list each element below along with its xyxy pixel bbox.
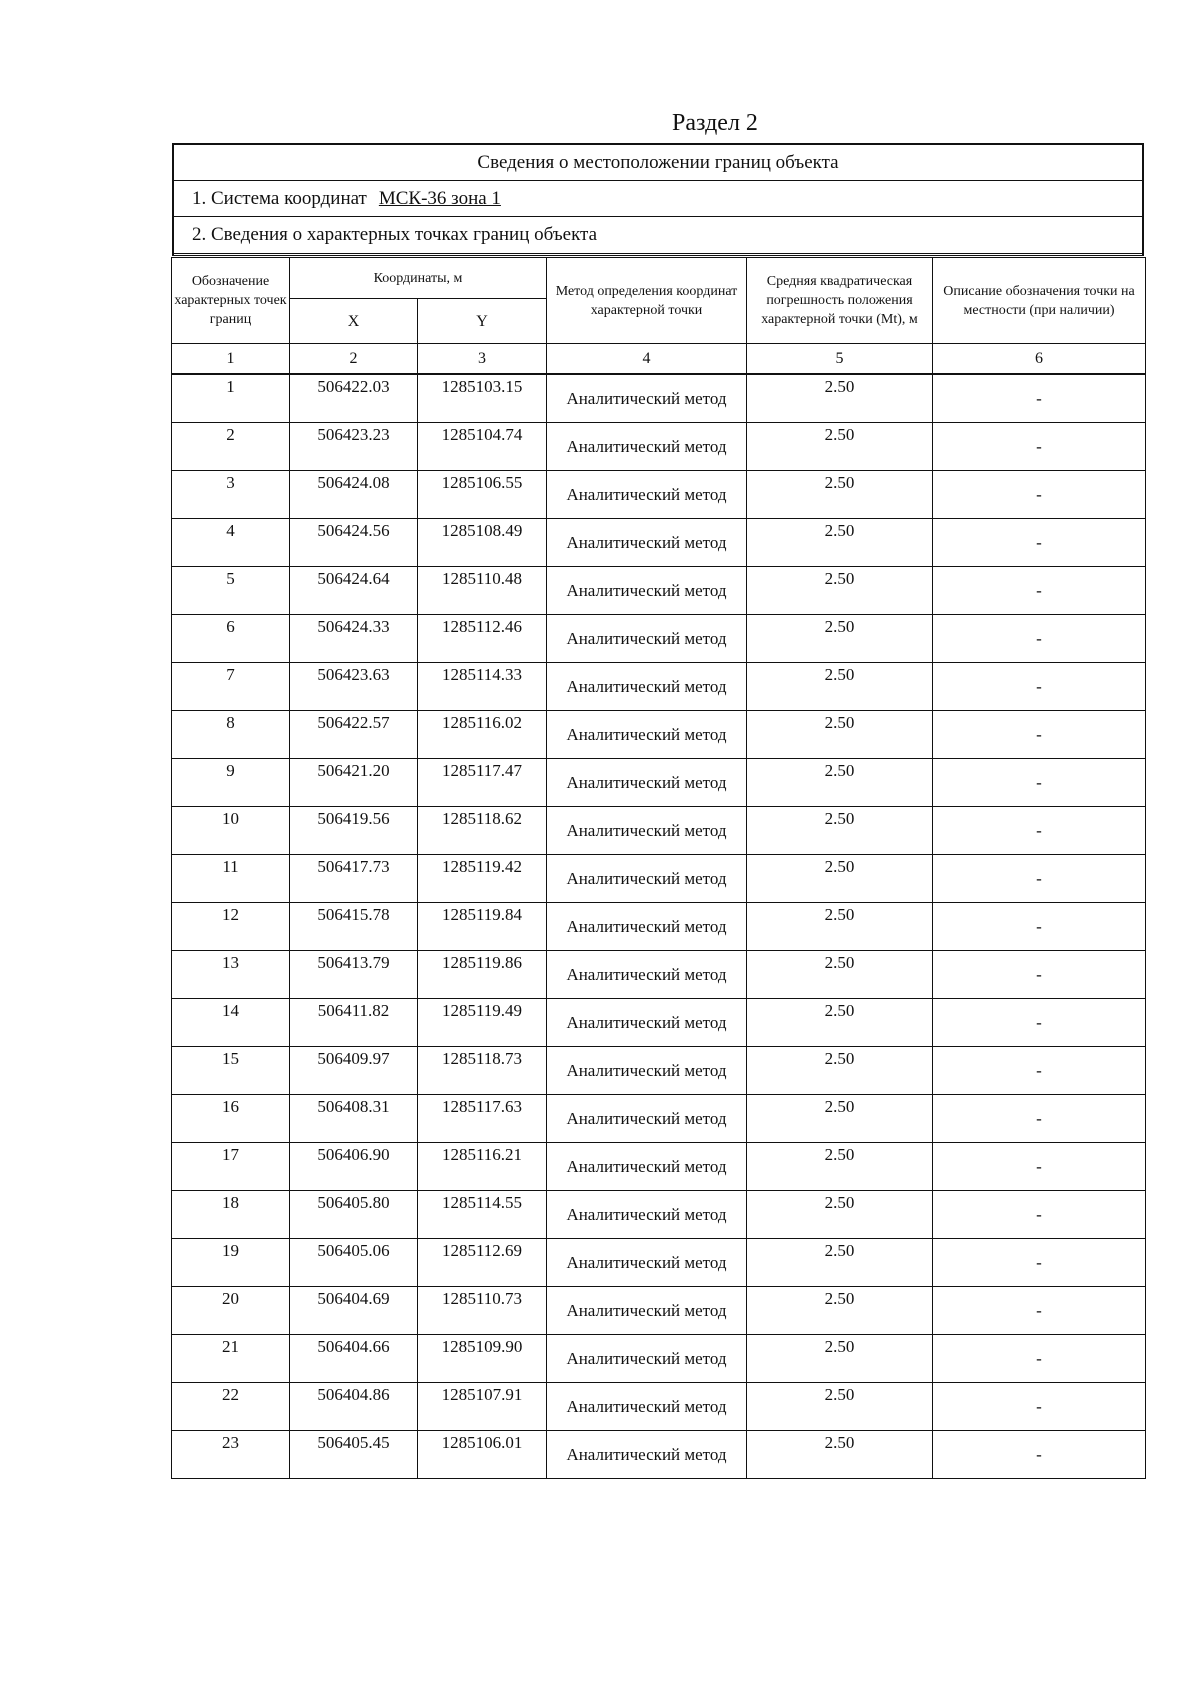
- column-numbers-row: [172, 344, 1146, 375]
- point-number-cell: [172, 999, 290, 1047]
- coordinate-y-cell: [418, 1191, 547, 1239]
- coordinate-x-cell: [290, 1335, 418, 1383]
- coordinate-x-cell: [290, 807, 418, 855]
- coordinate-x: 506411.82: [317, 1001, 390, 1020]
- determination-method: Аналитический метод: [547, 663, 747, 711]
- point-number-cell: [172, 951, 290, 999]
- determination-method: Аналитический метод: [547, 1191, 747, 1239]
- coordinate-x-cell: [290, 1383, 418, 1431]
- coordinate-x-cell: [290, 567, 418, 615]
- point-number: 3: [226, 473, 235, 492]
- mean-square-error: 2.50: [824, 1049, 855, 1068]
- coordinate-x-cell: [290, 374, 418, 423]
- mean-square-error: 2.50: [824, 1145, 855, 1164]
- coordinate-system-value: МСК-36 зона 1: [378, 187, 501, 209]
- point-number-cell: [172, 711, 290, 759]
- point-number: 17: [222, 1145, 239, 1164]
- table-row: [172, 1287, 1146, 1335]
- mean-square-error-cell: [747, 615, 933, 663]
- coordinate-x-cell: [290, 1143, 418, 1191]
- coordinate-x: 506404.69: [317, 1289, 390, 1308]
- coordinate-x: 506424.56: [317, 521, 390, 540]
- coordinate-x-cell: [290, 423, 418, 471]
- table-row: [172, 1383, 1146, 1431]
- mean-square-error: 2.50: [824, 1193, 855, 1212]
- coordinate-y: 1285110.73: [441, 1289, 523, 1308]
- coordinate-x: 506423.23: [317, 425, 390, 444]
- point-number-cell: [172, 519, 290, 567]
- coordinate-x-cell: [290, 615, 418, 663]
- point-description: -: [933, 759, 1146, 807]
- coordinate-y-cell: [418, 1095, 547, 1143]
- boundary-points-table: [171, 257, 1146, 1479]
- table-row: [172, 759, 1146, 807]
- point-description: -: [933, 999, 1146, 1047]
- col-header-error: Средняя квадратическая погрешность положения характерной точки (Mt), м: [747, 258, 933, 344]
- coordinate-y-cell: [418, 903, 547, 951]
- mean-square-error: 2.50: [824, 665, 855, 684]
- point-number-cell: [172, 1287, 290, 1335]
- coordinate-y: 1285112.69: [441, 1241, 523, 1260]
- coordinate-y-cell: [418, 951, 547, 999]
- point-number-cell: [172, 1431, 290, 1479]
- determination-method: Аналитический метод: [547, 615, 747, 663]
- coordinate-y: 1285106.01: [441, 1433, 523, 1452]
- coordinate-y: 1285108.49: [441, 521, 523, 540]
- point-number-cell: [172, 374, 290, 423]
- coordinate-x: 506413.79: [317, 953, 390, 972]
- col-header-description: Описание обозначения точки на местности (при наличии): [933, 258, 1146, 344]
- coordinate-y-cell: [418, 423, 547, 471]
- mean-square-error-cell: [747, 471, 933, 519]
- coordinate-x-cell: [290, 1047, 418, 1095]
- determination-method: Аналитический метод: [547, 1431, 747, 1479]
- coordinate-x: 506422.03: [317, 377, 390, 396]
- coordinate-y: 1285114.55: [441, 1193, 523, 1212]
- coordinate-x: 506421.20: [317, 761, 390, 780]
- coordinate-x: 506423.63: [317, 665, 390, 684]
- table-row: [172, 1239, 1146, 1287]
- mean-square-error: 2.50: [824, 569, 855, 588]
- point-description: -: [933, 1047, 1146, 1095]
- mean-square-error: 2.50: [824, 809, 855, 828]
- coordinate-y: 1285110.48: [441, 569, 523, 588]
- point-number: 8: [226, 713, 235, 732]
- table-row: [172, 855, 1146, 903]
- point-description: -: [933, 663, 1146, 711]
- coordinate-x: 506409.97: [317, 1049, 390, 1068]
- point-description: -: [933, 567, 1146, 615]
- mean-square-error-cell: [747, 519, 933, 567]
- coordinate-y: 1285117.47: [441, 761, 523, 780]
- coordinate-y: 1285119.84: [441, 905, 523, 924]
- mean-square-error-cell: [747, 1143, 933, 1191]
- coordinate-y-cell: [418, 567, 547, 615]
- point-number-cell: [172, 1191, 290, 1239]
- point-number-cell: [172, 903, 290, 951]
- mean-square-error-cell: [747, 951, 933, 999]
- column-number: 5: [747, 344, 933, 375]
- point-number-cell: [172, 1383, 290, 1431]
- point-number-cell: [172, 1239, 290, 1287]
- coordinate-y-cell: [418, 1335, 547, 1383]
- table-row: [172, 1431, 1146, 1479]
- mean-square-error-cell: [747, 1335, 933, 1383]
- coordinate-x: 506404.66: [317, 1337, 390, 1356]
- coordinate-x: 506424.08: [317, 473, 390, 492]
- point-description: -: [933, 1239, 1146, 1287]
- table-row: [172, 615, 1146, 663]
- point-description: -: [933, 615, 1146, 663]
- col-header-method: Метод определения координат характерной точки: [547, 258, 747, 344]
- determination-method: Аналитический метод: [547, 807, 747, 855]
- point-number: 20: [222, 1289, 239, 1308]
- table-row: [172, 903, 1146, 951]
- table-row: [172, 711, 1146, 759]
- coordinate-y: 1285104.74: [441, 425, 523, 444]
- coordinate-y-cell: [418, 855, 547, 903]
- coordinate-x-cell: [290, 1095, 418, 1143]
- coordinate-x-cell: [290, 663, 418, 711]
- coordinate-x-cell: [290, 759, 418, 807]
- determination-method: Аналитический метод: [547, 1287, 747, 1335]
- point-description: -: [933, 855, 1146, 903]
- point-number-cell: [172, 1335, 290, 1383]
- coordinate-y: 1285119.42: [441, 857, 523, 876]
- table-row: [172, 1191, 1146, 1239]
- mean-square-error: 2.50: [824, 1337, 855, 1356]
- coordinate-system-label: 1. Система координат: [192, 187, 367, 209]
- table-row: [172, 1095, 1146, 1143]
- coordinate-y: 1285103.15: [441, 377, 523, 396]
- coordinate-y-cell: [418, 519, 547, 567]
- table-row: [172, 471, 1146, 519]
- mean-square-error-cell: [747, 663, 933, 711]
- point-number-cell: [172, 615, 290, 663]
- coordinate-x-cell: [290, 711, 418, 759]
- coordinate-x-cell: [290, 951, 418, 999]
- point-description: -: [933, 951, 1146, 999]
- determination-method: Аналитический метод: [547, 1047, 747, 1095]
- point-number-cell: [172, 1143, 290, 1191]
- coordinate-x-cell: [290, 855, 418, 903]
- coordinate-x: 506424.33: [317, 617, 390, 636]
- coordinate-y-cell: [418, 999, 547, 1047]
- mean-square-error-cell: [747, 374, 933, 423]
- determination-method: Аналитический метод: [547, 1095, 747, 1143]
- coordinate-x: 506424.64: [317, 569, 390, 588]
- table-row: [172, 1335, 1146, 1383]
- point-number: 12: [222, 905, 239, 924]
- coordinate-y-cell: [418, 807, 547, 855]
- point-number-cell: [172, 1047, 290, 1095]
- point-description: -: [933, 1143, 1146, 1191]
- coordinate-y-cell: [418, 1287, 547, 1335]
- mean-square-error: 2.50: [824, 473, 855, 492]
- point-number: 10: [222, 809, 239, 828]
- coordinate-y: 1285107.91: [441, 1385, 523, 1404]
- mean-square-error-cell: [747, 807, 933, 855]
- coordinate-y-cell: [418, 711, 547, 759]
- mean-square-error: 2.50: [824, 1001, 855, 1020]
- table-row: [172, 567, 1146, 615]
- point-number: 1: [226, 377, 235, 396]
- coordinate-y-cell: [418, 471, 547, 519]
- col-header-coordinates: Координаты, м: [290, 258, 547, 299]
- coordinate-y-cell: [418, 615, 547, 663]
- point-description: -: [933, 374, 1146, 423]
- mean-square-error-cell: [747, 903, 933, 951]
- mean-square-error-cell: [747, 1095, 933, 1143]
- point-number: 13: [222, 953, 239, 972]
- point-description: -: [933, 807, 1146, 855]
- table-row: [172, 519, 1146, 567]
- point-number-cell: [172, 423, 290, 471]
- mean-square-error-cell: [747, 1287, 933, 1335]
- table-row: [172, 999, 1146, 1047]
- mean-square-error-cell: [747, 711, 933, 759]
- coordinate-x: 506406.90: [317, 1145, 390, 1164]
- coordinate-x-cell: [290, 471, 418, 519]
- coordinate-y-cell: [418, 663, 547, 711]
- coordinate-y: 1285106.55: [441, 473, 523, 492]
- point-number: 21: [222, 1337, 239, 1356]
- col-header-y: Y: [418, 299, 547, 344]
- determination-method: Аналитический метод: [547, 711, 747, 759]
- point-description: -: [933, 1287, 1146, 1335]
- mean-square-error: 2.50: [824, 713, 855, 732]
- point-number: 15: [222, 1049, 239, 1068]
- determination-method: Аналитический метод: [547, 1239, 747, 1287]
- mean-square-error: 2.50: [824, 377, 855, 396]
- determination-method: Аналитический метод: [547, 423, 747, 471]
- mean-square-error: 2.50: [824, 953, 855, 972]
- point-number: 16: [222, 1097, 239, 1116]
- mean-square-error-cell: [747, 1431, 933, 1479]
- coordinate-x: 506419.56: [317, 809, 390, 828]
- coordinate-x-cell: [290, 519, 418, 567]
- coordinate-y-cell: [418, 1239, 547, 1287]
- table-row: [172, 1047, 1146, 1095]
- coordinate-y: 1285117.63: [441, 1097, 523, 1116]
- point-description: -: [933, 903, 1146, 951]
- coordinate-x-cell: [290, 1191, 418, 1239]
- point-number-cell: [172, 1095, 290, 1143]
- mean-square-error: 2.50: [824, 1433, 855, 1452]
- point-number-cell: [172, 471, 290, 519]
- coordinate-x: 506405.80: [317, 1193, 390, 1212]
- determination-method: Аналитический метод: [547, 759, 747, 807]
- coordinate-y-cell: [418, 759, 547, 807]
- coordinate-x: 506415.78: [317, 905, 390, 924]
- determination-method: Аналитический метод: [547, 1143, 747, 1191]
- point-description: -: [933, 1191, 1146, 1239]
- point-description: -: [933, 1335, 1146, 1383]
- column-number: 3: [418, 344, 547, 375]
- coordinate-x-cell: [290, 903, 418, 951]
- point-number-cell: [172, 567, 290, 615]
- point-number-cell: [172, 807, 290, 855]
- coordinate-x: 506404.86: [317, 1385, 390, 1404]
- determination-method: Аналитический метод: [547, 951, 747, 999]
- point-number: 9: [226, 761, 235, 780]
- coordinate-x: 506405.45: [317, 1433, 390, 1452]
- point-number: 22: [222, 1385, 239, 1404]
- table-row: [172, 1143, 1146, 1191]
- determination-method: Аналитический метод: [547, 1335, 747, 1383]
- table-row: [172, 951, 1146, 999]
- mean-square-error-cell: [747, 999, 933, 1047]
- point-description: -: [933, 1383, 1146, 1431]
- mean-square-error-cell: [747, 423, 933, 471]
- table-row: [172, 374, 1146, 423]
- coordinate-y-cell: [418, 1143, 547, 1191]
- mean-square-error-cell: [747, 1047, 933, 1095]
- point-description: -: [933, 711, 1146, 759]
- coordinate-y-cell: [418, 1047, 547, 1095]
- point-number: 7: [226, 665, 235, 684]
- coordinate-y: 1285116.02: [441, 713, 523, 732]
- determination-method: Аналитический метод: [547, 374, 747, 423]
- col-header-designation: Обозначение характерных точек границ: [172, 258, 290, 344]
- point-number: 19: [222, 1241, 239, 1260]
- point-number-cell: [172, 759, 290, 807]
- mean-square-error: 2.50: [824, 1241, 855, 1260]
- coordinate-y: 1285118.73: [441, 1049, 523, 1068]
- object-info-header: [172, 143, 1144, 256]
- determination-method: Аналитический метод: [547, 567, 747, 615]
- coordinate-x: 506408.31: [317, 1097, 390, 1116]
- points-table-body: [172, 374, 1146, 1479]
- determination-method: Аналитический метод: [547, 999, 747, 1047]
- determination-method: Аналитический метод: [547, 519, 747, 567]
- header-title: Сведения о местоположении границ объекта: [174, 145, 1142, 181]
- point-number: 11: [222, 857, 239, 876]
- column-number: 4: [547, 344, 747, 375]
- mean-square-error: 2.50: [824, 857, 855, 876]
- column-number: 6: [933, 344, 1146, 375]
- table-row: [172, 423, 1146, 471]
- mean-square-error: 2.50: [824, 1385, 855, 1404]
- point-description: -: [933, 423, 1146, 471]
- determination-method: Аналитический метод: [547, 471, 747, 519]
- point-number: 5: [226, 569, 235, 588]
- point-number: 14: [222, 1001, 239, 1020]
- point-number-cell: [172, 663, 290, 711]
- point-number: 4: [226, 521, 235, 540]
- table-row: [172, 663, 1146, 711]
- coordinate-y: 1285118.62: [441, 809, 523, 828]
- point-number: 6: [226, 617, 235, 636]
- point-number: 2: [226, 425, 235, 444]
- coordinate-y: 1285119.49: [441, 1001, 523, 1020]
- coordinate-x: 506405.06: [317, 1241, 390, 1260]
- coordinate-x: 506417.73: [317, 857, 390, 876]
- coordinate-y: 1285112.46: [441, 617, 523, 636]
- section-title: Раздел 2: [672, 110, 758, 136]
- mean-square-error-cell: [747, 1239, 933, 1287]
- determination-method: Аналитический метод: [547, 855, 747, 903]
- point-number: 23: [222, 1433, 239, 1452]
- determination-method: Аналитический метод: [547, 903, 747, 951]
- point-description: -: [933, 519, 1146, 567]
- coordinate-y: 1285116.21: [441, 1145, 523, 1164]
- mean-square-error-cell: [747, 1383, 933, 1431]
- mean-square-error: 2.50: [824, 905, 855, 924]
- coordinate-y-cell: [418, 374, 547, 423]
- coordinate-y-cell: [418, 1431, 547, 1479]
- mean-square-error: 2.50: [824, 425, 855, 444]
- mean-square-error-cell: [747, 855, 933, 903]
- coordinate-y: 1285114.33: [441, 665, 523, 684]
- determination-method: Аналитический метод: [547, 1383, 747, 1431]
- points-section-label: 2. Сведения о характерных точках границ объекта: [174, 217, 1142, 256]
- mean-square-error-cell: [747, 1191, 933, 1239]
- mean-square-error: 2.50: [824, 1289, 855, 1308]
- mean-square-error-cell: [747, 759, 933, 807]
- table-row: [172, 807, 1146, 855]
- coordinate-x-cell: [290, 1431, 418, 1479]
- mean-square-error: 2.50: [824, 521, 855, 540]
- mean-square-error: 2.50: [824, 1097, 855, 1116]
- point-number: 18: [222, 1193, 239, 1212]
- point-number-cell: [172, 855, 290, 903]
- coordinate-x-cell: [290, 1287, 418, 1335]
- coordinate-x-cell: [290, 1239, 418, 1287]
- coordinate-y: 1285109.90: [441, 1337, 523, 1356]
- mean-square-error: 2.50: [824, 617, 855, 636]
- column-number: 1: [172, 344, 290, 375]
- coordinate-y-cell: [418, 1383, 547, 1431]
- coordinate-x: 506422.57: [317, 713, 390, 732]
- coordinate-system-row: [174, 181, 1142, 217]
- coordinate-y: 1285119.86: [441, 953, 523, 972]
- col-header-x: X: [290, 299, 418, 344]
- mean-square-error: 2.50: [824, 761, 855, 780]
- column-number: 2: [290, 344, 418, 375]
- mean-square-error-cell: [747, 567, 933, 615]
- point-description: -: [933, 1431, 1146, 1479]
- point-description: -: [933, 1095, 1146, 1143]
- point-description: -: [933, 471, 1146, 519]
- coordinate-x-cell: [290, 999, 418, 1047]
